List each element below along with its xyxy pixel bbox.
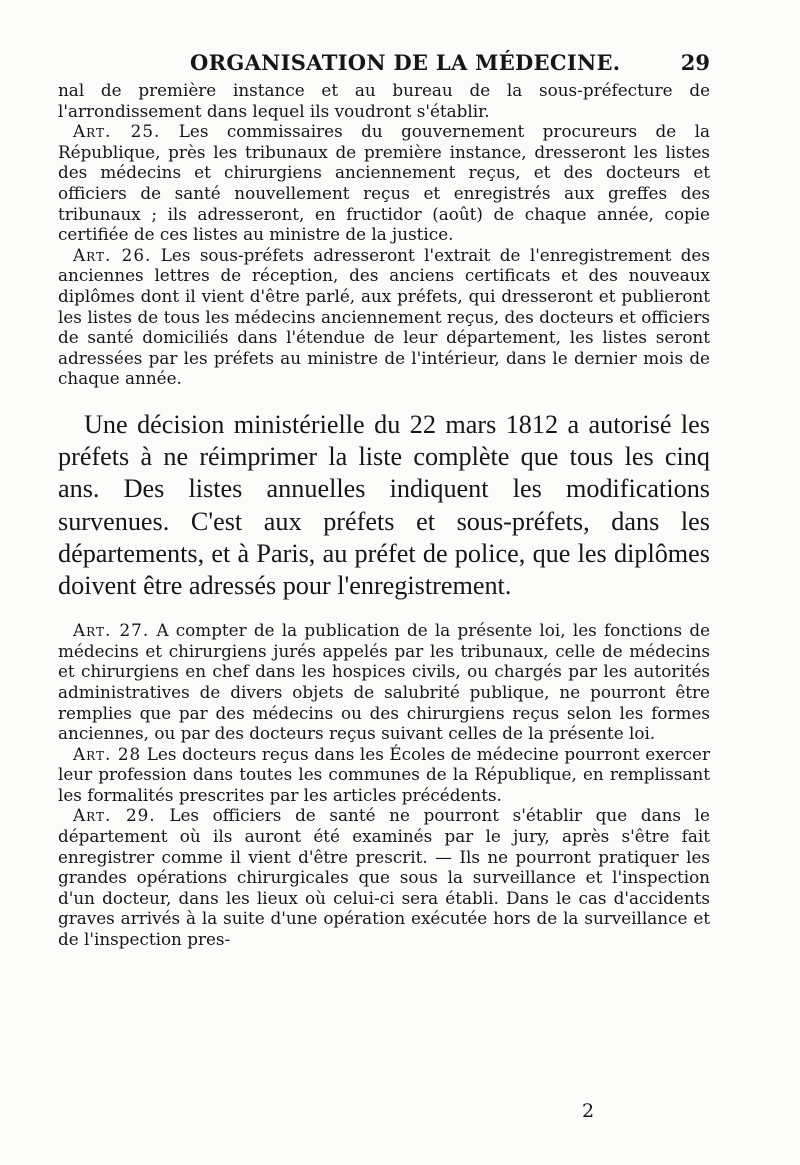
article-text: Les docteurs reçus dans les Écoles de médecine pourront exercer leur profession dans toutes les communes de la République, en remplissant les formalités prescrites par les articles précédents. [58, 743, 710, 805]
article-27 [58, 620, 710, 744]
signature-mark: 2 [582, 1100, 595, 1122]
article-25 [58, 121, 710, 245]
page-header [58, 40, 710, 80]
law-text-bottom [58, 620, 710, 950]
continuation-paragraph: nal de première instance et au bureau de la sous-préfecture de l'arrondissement dans lequel ils voudront s'établir. [58, 80, 710, 121]
commentary-paragraph: Une décision ministérielle du 22 mars 1812 a autorisé les préfets à ne réimprimer la liste complète que tous les cinq ans. Des listes annuelles indiquent les modifications survenues. C'est aux préfets et sous-préfets, dans les départements, et à Paris, au préfet de police, que les diplômes doivent être adressés pour l'enregistrement. [58, 409, 710, 600]
page-number: 29 [680, 50, 710, 75]
article-26 [58, 245, 710, 389]
running-title: ORGANISATION DE LA MÉDECINE. [190, 50, 621, 75]
article-text: A compter de la publication de la présente loi, les fonctions de médecins et chirurgiens jurés appelés par les tribunaux, celle de médecins et chirurgiens en chef dans les hospices civils, ou chargés par les autorités administratives de divers objets de salubrité publique, ne pourront être remplies que par des médecins ou des chirurgiens reçus selon les formes anciennes, ou par des docteurs reçus suivant celles de la présente loi. [58, 620, 711, 744]
article-28 [58, 744, 710, 806]
article-label: Art. 28 [73, 743, 142, 764]
article-label: Art. 26. [73, 244, 152, 265]
article-text: Les commissaires du gouvernement procureurs de la République, près les tribunaux de première instance, dresseront les listes des médecins et chirurgiens anciennement reçus, et des docteurs et officiers de santé nouvellement reçus et enregistrés aux greffes des tribunaux ; ils adresseront, en fructidor (août) de chaque année, copie certifiée de ces listes au ministre de la justice. [58, 121, 710, 245]
article-label: Art. 29. [73, 805, 156, 826]
article-label: Art. 25. [73, 121, 161, 142]
article-label: Art. 27. [73, 620, 150, 641]
law-text-top [58, 80, 710, 389]
article-29 [58, 805, 710, 949]
article-text: Les officiers de santé ne pourront s'établir que dans le département où ils auront été examinés par le jury, après s'être fait enregistrer comme il vient d'être prescrit. — Ils ne pourront pratiquer les grandes opérations chirurgicales que sous la surveillance et l'inspection d'un docteur, dans les lieux où celui-ci sera établi. Dans le cas d'accidents graves arrivés à la suite d'une opération exécutée hors de la surveillance et de l'inspection pres- [58, 805, 710, 950]
article-text: Les sous-préfets adresseront l'extrait de l'enregistrement des anciennes lettres de réception, des anciens certificats et des nouveaux diplômes dont il vient d'être parlé, aux préfets, qui dresseront et publieront les listes de tous les médecins anciennement reçus, des docteurs et officiers de santé domiciliés dans l'étendue de leur département, les listes seront adressées par les préfets au ministre de l'intérieur, dans le dernier mois de chaque année. [58, 244, 710, 389]
